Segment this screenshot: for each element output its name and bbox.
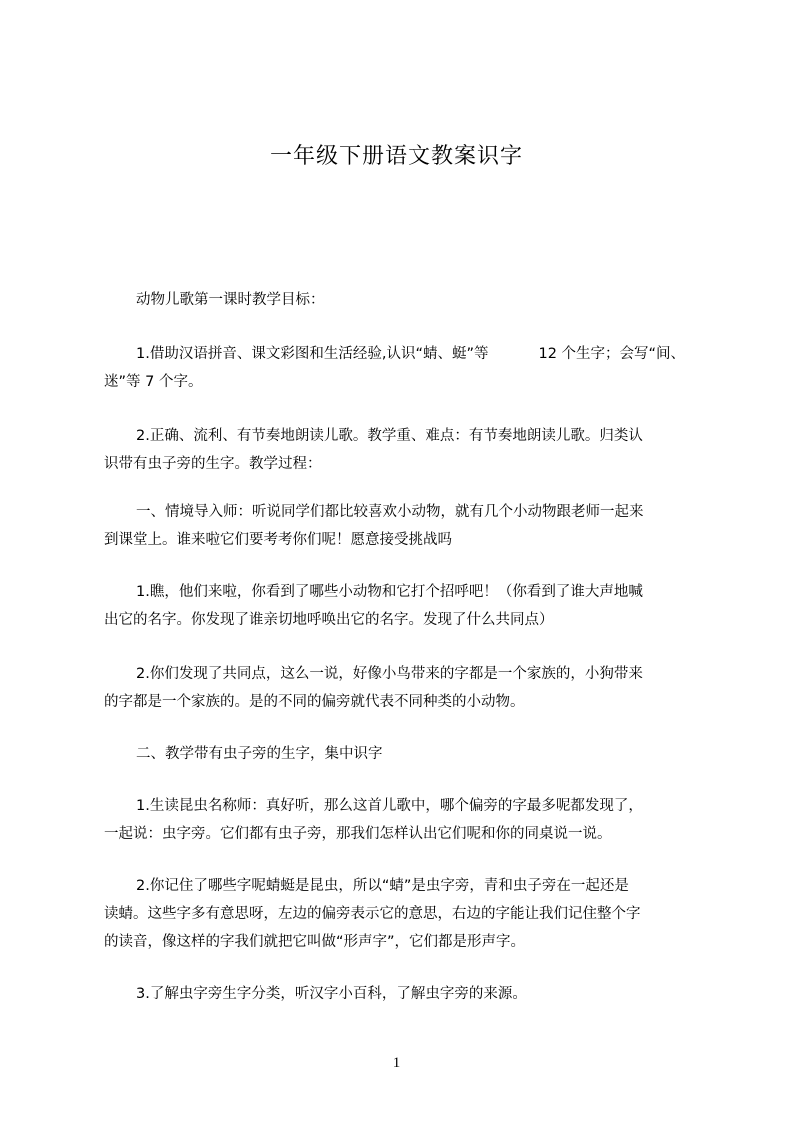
paragraph-line: 2.你们发现了共同点，这么一说，好像小鸟带来的字都是一个家族的，小狗带来 <box>136 666 643 682</box>
paragraph-line-part: 1.借助汉语拼音、课文彩图和生活经验,认识“蜻、蜓”等 <box>136 346 489 362</box>
paragraph-objective-2 <box>104 422 716 478</box>
document-title: 一年级下册语文教案识字 <box>269 144 523 169</box>
paragraph-line: 1.生读昆虫名称师：真好听，那么这首儿歌中，哪个偏旁的字最多呢都发现了， <box>136 798 643 814</box>
paragraph-line: 3.了解虫字旁生字分类，听汉字小百科，了解虫字旁的来源。 <box>136 986 527 1002</box>
paragraph-section-1 <box>104 498 716 554</box>
paragraph-line: 识带有虫子旁的生字。教学过程： <box>104 456 322 472</box>
page-number: 1 <box>392 1055 401 1071</box>
paragraph-line: 一、情境导入师：听说同学们都比较喜欢小动物，就有几个小动物跟老师一起来 <box>136 504 644 520</box>
paragraph-line: 2.正确、流利、有节奏地朗读儿歌。教学重、难点：有节奏地朗读儿歌。归类认 <box>136 428 643 444</box>
paragraph-line: 出它的名字。你发现了谁亲切地呼唤出它的名字。发现了什么共同点） <box>104 612 554 628</box>
paragraph-line: 到课堂上。谁来啦它们要考考你们呢！愿意接受挑战吗 <box>104 532 452 548</box>
paragraph-line-part: 12 个生字；会写“间、 <box>538 346 686 362</box>
paragraph-step-2-2 <box>104 872 716 956</box>
paragraph-step-2-1 <box>104 792 716 848</box>
paragraph-line: 一起说：虫字旁。它们都有虫子旁，那我们怎样认出它们呢和你的同桌说一说。 <box>104 826 612 842</box>
paragraph-line: 迷”等 7 个字。 <box>104 374 203 390</box>
paragraph-step-1-2 <box>104 660 716 716</box>
paragraph-section-2 <box>104 740 716 768</box>
paragraph-line: 2.你记住了哪些字呢蜻蜓是昆虫，所以“蜻”是虫字旁，青和虫子旁在一起还是 <box>136 878 629 894</box>
paragraph-line <box>104 340 716 368</box>
paragraph-objectives-heading <box>104 286 716 314</box>
paragraph-line: 二、教学带有虫子旁的生字，集中识字 <box>136 746 383 762</box>
paragraph-line: 动物儿歌第一课时教学目标： <box>136 292 325 308</box>
paragraph-line: 1.瞧，他们来啦，你看到了哪些小动物和它打个招呼吧！（你看到了谁大声地喊 <box>136 584 643 600</box>
paragraph-line: 的字都是一个家族的。是的不同的偏旁就代表不同种类的小动物。 <box>104 694 525 710</box>
paragraph-step-1-1 <box>104 578 716 634</box>
paragraph-step-2-3 <box>104 980 716 1008</box>
paragraph-line: 读蜻。这些字多有意思呀，左边的偏旁表示它的意思，右边的字能让我们记住整个字 <box>104 906 641 922</box>
paragraph-line: 的读音，像这样的字我们就把它叫做“形声字”，它们都是形声字。 <box>104 934 526 950</box>
paragraph-objective-1 <box>104 340 716 396</box>
